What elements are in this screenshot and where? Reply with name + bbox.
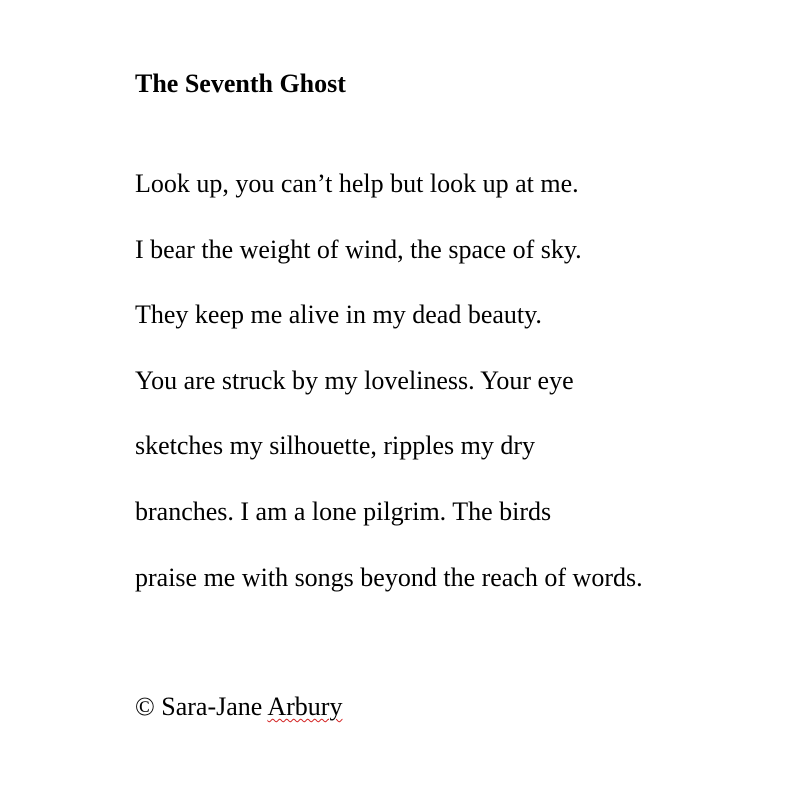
poem-line: praise me with songs beyond the reach of words. — [135, 562, 643, 592]
poem-line: Look up, you can’t help but look up at me. — [135, 169, 579, 198]
poem-body — [135, 168, 643, 627]
poem-line: They keep me alive in my dead beauty. — [135, 300, 542, 330]
poem-line: branches. I am a lone pilgrim. The birds — [135, 496, 552, 526]
copyright-text: © Sara-Jane — [135, 692, 268, 721]
poem-line: You are struck by my loveliness. Your eye — [135, 365, 574, 395]
copyright-notice — [135, 691, 342, 723]
poem-title: The Seventh Ghost — [135, 69, 346, 98]
poem-line: sketches my silhouette, ripples my dry — [135, 431, 536, 461]
poem-line: I bear the weight of wind, the space of sky. — [135, 234, 582, 264]
spellcheck-flagged-word[interactable]: Arbury — [267, 692, 343, 721]
